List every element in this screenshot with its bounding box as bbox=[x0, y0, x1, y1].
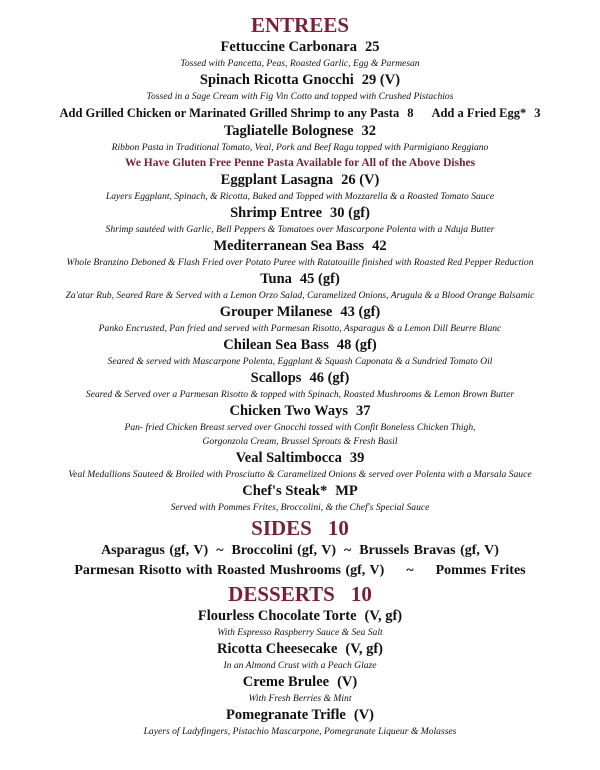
separator: ~ bbox=[344, 543, 352, 558]
desserts-title: DESSERTS 10 bbox=[228, 582, 372, 606]
menu-item-name: Chef's Steak* MP bbox=[242, 483, 358, 499]
gluten-free-notice: We Have Gluten Free Penne Pasta Available for All of the Above Dishes bbox=[124, 157, 476, 169]
pasta-addons bbox=[0, 104, 600, 122]
menu-item-name: Shrimp Entree 30 (gf) bbox=[230, 205, 370, 221]
menu-item-name: Tuna 45 (gf) bbox=[260, 271, 340, 287]
menu-item-description: Layers of Ladyfingers, Pistachio Mascarpone, Pomegranate Liqueur & Molasses bbox=[143, 726, 457, 737]
menu-item-description: Ribbon Pasta in Traditional Tomato, Veal, Pork and Beef Ragu topped with Parmigiano Reggiano bbox=[111, 142, 489, 153]
menu-item-name: Grouper Milanese 43 (gf) bbox=[219, 304, 381, 320]
side-item: Asparagus (gf, V) bbox=[101, 543, 209, 558]
menu-item-description: With Espresso Raspberry Sauce & Sea Salt bbox=[217, 627, 383, 638]
menu-item-description: Veal Medallions Sauteed & Broiled with Prosciutto & Caramelized Onions & served over Polenta with a Marsala Sauce bbox=[68, 469, 532, 480]
menu-item-name: Scallops 46 (gf) bbox=[250, 370, 350, 386]
menu-item-name: Mediterranean Sea Bass 42 bbox=[213, 238, 387, 254]
menu-item-name: Flourless Chocolate Torte (V, gf) bbox=[197, 608, 403, 624]
sides-row bbox=[0, 561, 600, 581]
menu-item-description: Gorgonzola Cream, Brussel Sprouts & Fresh Basil bbox=[202, 436, 398, 447]
addon-protein: Add Grilled Chicken or Marinated Grilled Shrimp to any Pasta 8 bbox=[59, 106, 414, 120]
menu-item-description: Served with Pommes Frites, Broccolini, & the Chef's Special Sauce bbox=[170, 502, 430, 513]
side-item: Pommes Frites bbox=[435, 563, 526, 578]
menu-item-description: Tossed with Pancetta, Peas, Roasted Garlic, Egg & Parmesan bbox=[180, 58, 420, 69]
addon-egg: Add a Fried Egg* 3 bbox=[431, 106, 541, 120]
menu-item-name: Chicken Two Ways 37 bbox=[229, 403, 371, 419]
menu-item-name: Tagliatelle Bolognese 32 bbox=[223, 123, 377, 139]
side-item: Parmesan Risotto with Roasted Mushrooms (gf, V) bbox=[74, 563, 385, 578]
sides-title: SIDES 10 bbox=[251, 516, 349, 540]
menu-item-description: Pan- fried Chicken Breast served over Gnocchi tossed with Confit Boneless Chicken Thigh, bbox=[124, 422, 476, 433]
menu-item-description: Whole Branzino Deboned & Flash Fried over Potato Puree with Ratatouille finished with Roasted Red Pepper Reduction bbox=[66, 257, 534, 268]
menu-item-name: Veal Saltimbocca 39 bbox=[235, 450, 365, 466]
menu-item-name: Creme Brulee (V) bbox=[242, 674, 358, 690]
menu-item-name: Pomegranate Trifle (V) bbox=[226, 707, 374, 723]
menu-item-description: With Fresh Berries & Mint bbox=[248, 693, 352, 704]
menu-item-description: Tossed in a Sage Cream with Fig Vin Cotto and topped with Crushed Pistachios bbox=[146, 91, 454, 102]
menu-item-name: Ricotta Cheesecake (V, gf) bbox=[217, 641, 383, 657]
menu-item-description: Seared & served with Mascarpone Polenta, Eggplant & Squash Caponata & a Sundried Tomato Oil bbox=[107, 356, 493, 367]
sides-row bbox=[0, 541, 600, 561]
menu-item-description: Za'atar Rub, Seared Rare & Served with a Lemon Orzo Salad, Caramelized Onions, Arugula & a Blood Orange Balsamic bbox=[65, 290, 535, 301]
menu-item-description: Seared & Served over a Parmesan Risotto & topped with Spinach, Roasted Mushrooms & Lemon Brown Butter bbox=[85, 389, 515, 400]
side-item: Broccolini (gf, V) bbox=[231, 543, 337, 558]
menu-item-name: Eggplant Lasagna 26 (V) bbox=[220, 172, 380, 188]
separator: ~ bbox=[406, 563, 414, 578]
menu-item-description: Layers Eggplant, Spinach, & Ricotta, Baked and Topped with Mozzarella & a Roasted Tomato Sauce bbox=[105, 191, 495, 202]
menu-item-description: Panko Encrusted, Pan fried and served with Parmesan Risotto, Asparagus & a Lemon Dill Beurre Blanc bbox=[98, 323, 502, 334]
entrees-title: ENTREES bbox=[250, 13, 350, 37]
separator: ~ bbox=[216, 543, 224, 558]
side-item: Brussels Bravas (gf, V) bbox=[359, 543, 499, 558]
menu-item-name: Fettuccine Carbonara 25 bbox=[220, 39, 380, 55]
menu-item-description: Shrimp sautéed with Garlic, Bell Peppers & Tomatoes over Mascarpone Polenta with a Nduja Butter bbox=[105, 224, 495, 235]
menu-item-name: Chilean Sea Bass 48 (gf) bbox=[223, 337, 377, 353]
menu-item-name: Spinach Ricotta Gnocchi 29 (V) bbox=[199, 72, 401, 88]
menu-item-description: In an Almond Crust with a Peach Glaze bbox=[223, 660, 377, 671]
